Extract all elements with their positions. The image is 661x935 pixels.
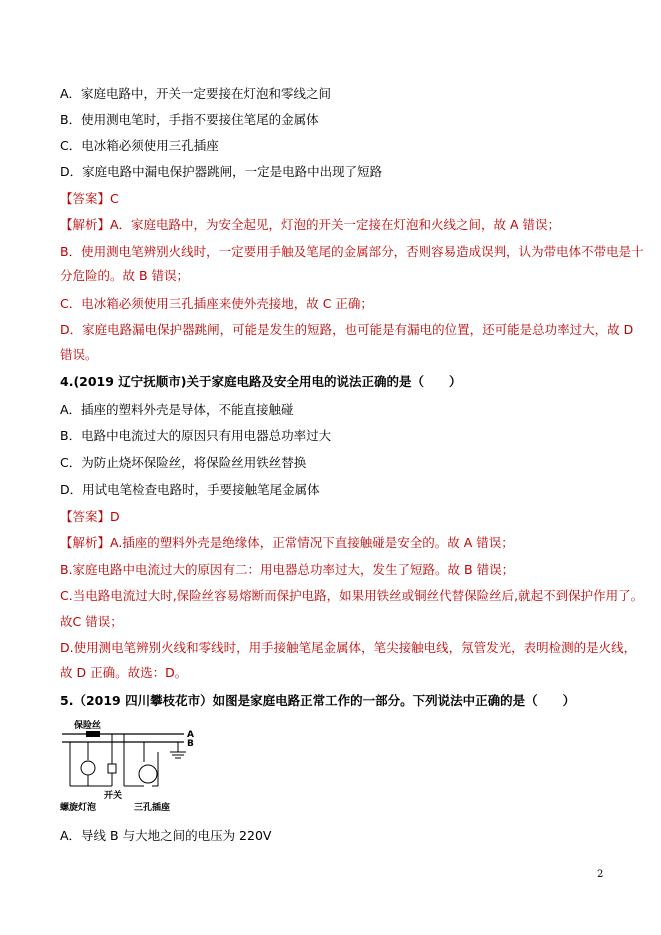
switch-icon	[108, 764, 116, 773]
q3-analysis-line: 错误。	[60, 347, 98, 362]
q4-option-d: D．用试电笔检查电路时，手要接触笔尾金属体	[60, 482, 320, 497]
fuse-label: 保险丝	[74, 721, 102, 731]
q4-analysis-line: C.当电路电流过大时,保险丝容易熔断而保护电路，如果用铁丝或铜丝代替保险丝后,就起不到保护作用了。	[60, 588, 644, 603]
q4-option-b: B．电路中电流过大的原因只有用电器总功率过大	[60, 428, 332, 443]
q4-analysis-line: 故 D 正确。故选：D。	[60, 665, 188, 680]
q4-option-c: C．为防止烧坏保险丝，将保险丝用铁丝替换	[60, 455, 307, 470]
q4-option-a: A．插座的塑料外壳是导体，不能直接触碰	[60, 402, 294, 417]
switch-label: 开关	[104, 791, 123, 801]
circuit-diagram	[60, 718, 200, 818]
q4-analysis-line: D.使用测电笔辨别火线和零线时，用手接触笔尾金属体，笔尖接触电线，氖管发光，表明检测的是火线，	[60, 640, 637, 655]
q4-answer: 【答案】D	[60, 509, 120, 524]
q3-analysis-line: B．使用测电笔辨别火线时，一定要用手触及笔尾的金属部分，否则容易造成误判，认为带电体不带电是十	[60, 244, 644, 259]
q3-option-a: A．家庭电路中，开关一定要接在灯泡和零线之间	[60, 86, 332, 101]
q3-analysis-line: C．电冰箱必须使用三孔插座来使外壳接地，故 C 正确；	[60, 296, 373, 311]
page-number: 2	[597, 869, 604, 880]
q3-option-d: D．家庭电路中漏电保护器跳闸，一定是电路中出现了短路	[60, 164, 383, 179]
q3-analysis-line: 分危险的。故 B 错误；	[60, 268, 190, 283]
q4-analysis-line: 故C 错误；	[60, 614, 123, 629]
socket-icon	[139, 765, 157, 783]
q3-analysis-line: 【解析】A．家庭电路中，为安全起见，灯泡的开关一定接在灯泡和火线之间，故 A 错误；	[60, 217, 561, 232]
q4-analysis-line: 【解析】A.插座的塑料外壳是绝缘体，正常情况下直接触碰是安全的。故 A 错误；	[60, 535, 514, 550]
q4-analysis-line: B.家庭电路中电流过大的原因有二：用电器总功率过大，发生了短路。故 B 错误；	[60, 562, 515, 577]
q5-option-a: A．导线 B 与大地之间的电压为 220V	[60, 828, 272, 843]
q5-stem: 5.（2019 四川攀枝花市）如图是家庭电路正常工作的一部分。下列说法中正确的是（ ）	[60, 693, 576, 708]
bulb-icon	[81, 761, 95, 775]
fuse-icon	[86, 731, 100, 737]
q3-option-b: B．使用测电笔时，手指不要接住笔尾的金属体	[60, 112, 319, 127]
socket-label: 三孔插座	[134, 803, 171, 813]
q4-stem: 4.(2019 辽宁抚顺市)关于家庭电路及安全用电的说法正确的是（ ）	[60, 374, 462, 389]
q3-option-c: C．电冰箱必须使用三孔插座	[60, 138, 219, 153]
wire-a-label: A	[187, 730, 194, 740]
wire-b-label: B	[187, 739, 194, 749]
bulb-label: 螺旋灯泡	[60, 803, 97, 813]
q3-answer: 【答案】C	[60, 191, 119, 206]
q3-analysis-line: D．家庭电路漏电保护器跳闸，可能是发生的短路，也可能是有漏电的位置，还可能是总功率过大，故 D	[60, 322, 634, 337]
